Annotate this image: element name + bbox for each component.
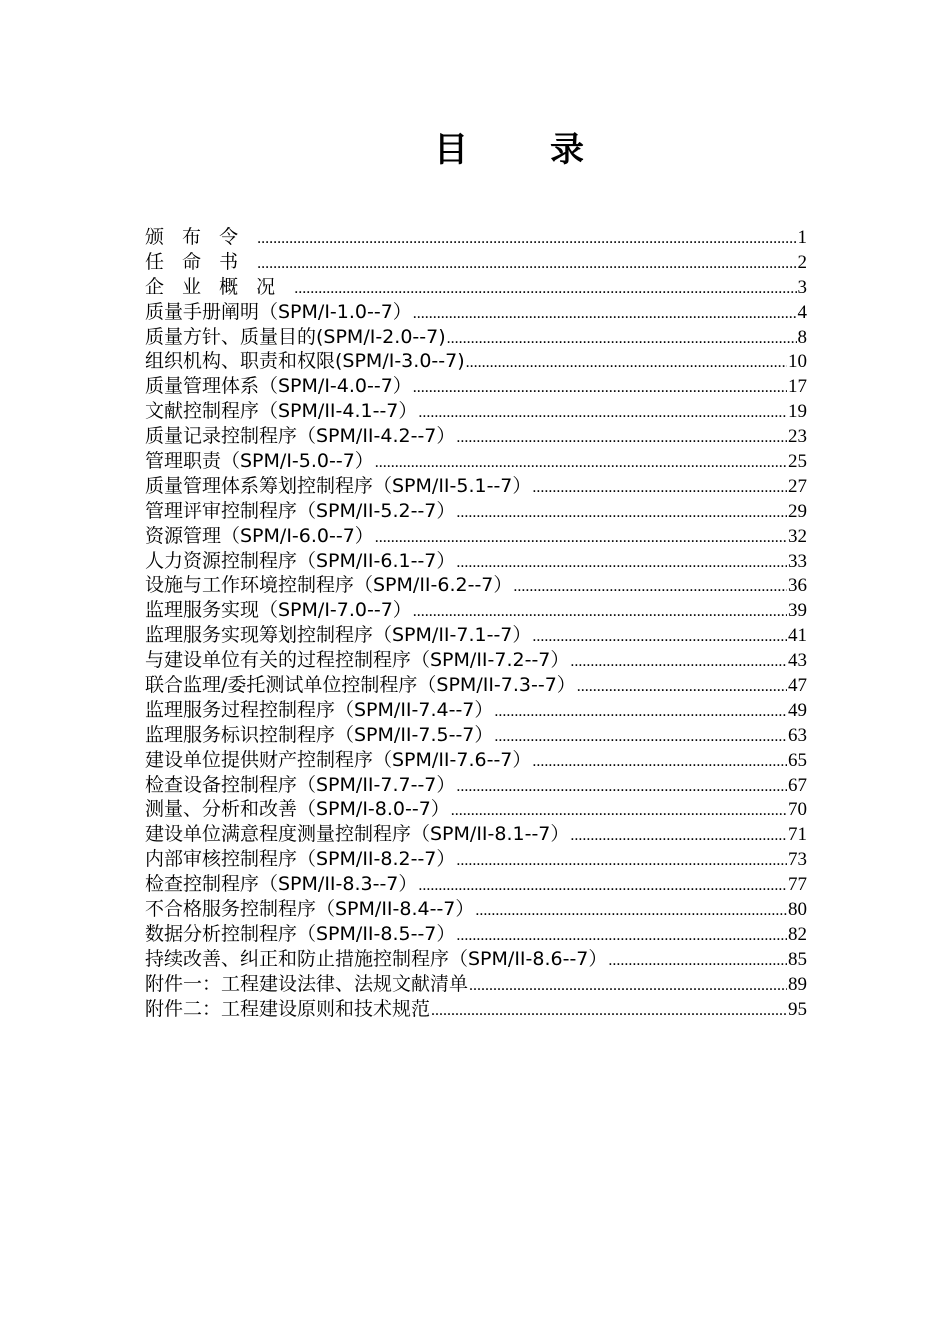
toc-dot-leader (466, 351, 787, 376)
toc-entry-page-number: 77 (788, 874, 807, 896)
toc-entry-label: 持续改善、纠正和防止措施控制程序（SPM/II-8.6--7） (145, 947, 608, 970)
toc-dot-leader (294, 277, 796, 302)
toc-entry[interactable] (145, 748, 807, 773)
toc-entry[interactable] (145, 449, 807, 474)
toc-entry-label: 人力资源控制程序（SPM/II-6.1--7） (145, 549, 456, 572)
toc-entry-page-number: 85 (788, 948, 807, 970)
toc-entry-page-number: 82 (788, 923, 807, 945)
toc-entry-label: 管理评审控制程序（SPM/II-5.2--7） (145, 499, 456, 522)
toc-entry-page-number: 29 (788, 500, 807, 522)
toc-entry[interactable] (145, 499, 807, 524)
toc-dot-leader (469, 974, 787, 999)
toc-entry-label: 监理服务实现筹划控制程序（SPM/II-7.1--7） (145, 624, 532, 647)
toc-entry-label: 附件一：工程建设法律、法规文献清单 (145, 972, 469, 995)
toc-entry-label: 组织机构、职责和权限(SPM/I-3.0--7) (145, 350, 465, 373)
toc-entry[interactable] (145, 797, 807, 822)
toc-entry-label: 企业概况 (145, 275, 294, 298)
toc-dot-leader (451, 799, 787, 824)
toc-entry[interactable] (145, 773, 807, 798)
toc-dot-leader (608, 949, 787, 974)
toc-entry-label: 建设单位提供财产控制程序（SPM/II-7.6--7） (145, 748, 532, 771)
toc-entry-label: 设施与工作环境控制程序（SPM/II-6.2--7） (145, 574, 513, 597)
toc-entry[interactable] (145, 822, 807, 847)
toc-entry[interactable] (145, 673, 807, 698)
toc-dot-leader (418, 401, 787, 426)
toc-dot-leader (456, 849, 787, 874)
toc-dot-leader (413, 376, 787, 401)
toc-entry-page-number: 36 (788, 575, 807, 597)
toc-dot-leader (494, 725, 787, 750)
toc-dot-leader (375, 526, 787, 551)
toc-entry[interactable] (145, 524, 807, 549)
toc-entry-label: 监理服务实现（SPM/I-7.0--7） (145, 599, 412, 622)
toc-entry[interactable] (145, 648, 807, 673)
toc-entry-page-number: 33 (788, 550, 807, 572)
toc-entry-page-number: 4 (797, 301, 807, 323)
toc-entry-page-number: 43 (788, 650, 807, 672)
toc-entry-label: 质量手册阐明（SPM/I-1.0--7） (145, 300, 412, 323)
toc-entry-page-number: 25 (788, 451, 807, 473)
toc-entry[interactable] (145, 698, 807, 723)
toc-entry[interactable] (145, 225, 807, 250)
toc-entry-page-number: 17 (788, 376, 807, 398)
toc-entry[interactable] (145, 723, 807, 748)
toc-entry-page-number: 27 (788, 475, 807, 497)
toc-entry-label: 联合监理/委托测试单位控制程序（SPM/II-7.3--7） (145, 674, 576, 697)
toc-entry-page-number: 71 (788, 824, 807, 846)
toc-entry-label: 管理职责（SPM/I-5.0--7） (145, 450, 374, 473)
toc-entry-page-number: 19 (788, 401, 807, 423)
toc-dot-leader (570, 824, 787, 849)
toc-entry[interactable] (145, 250, 807, 275)
toc-entry-page-number: 63 (788, 724, 807, 746)
toc-entry[interactable] (145, 374, 807, 399)
toc-dot-leader (413, 600, 787, 625)
toc-entry-page-number: 73 (788, 849, 807, 871)
toc-entry-page-number: 8 (797, 326, 807, 348)
toc-entry-label: 测量、分析和改善（SPM/I-8.0--7） (145, 798, 450, 821)
toc-entry[interactable] (145, 300, 807, 325)
toc-entry-label: 质量记录控制程序（SPM/II-4.2--7） (145, 425, 456, 448)
toc-entry-page-number: 47 (788, 675, 807, 697)
toc-dot-leader (257, 252, 796, 277)
toc-entry[interactable] (145, 598, 807, 623)
toc-entry[interactable] (145, 847, 807, 872)
toc-dot-leader (375, 451, 787, 476)
toc-entry-page-number: 3 (797, 276, 807, 298)
toc-entry-page-number: 70 (788, 799, 807, 821)
toc-entry-page-number: 10 (788, 351, 807, 373)
toc-entry-label: 不合格服务控制程序（SPM/II-8.4--7） (145, 898, 475, 921)
page-title-left: 目 (434, 130, 468, 170)
toc-entry-page-number: 23 (788, 426, 807, 448)
toc-entry-label: 数据分析控制程序（SPM/II-8.5--7） (145, 922, 456, 945)
toc-dot-leader (456, 924, 787, 949)
toc-entry-label: 检查设备控制程序（SPM/II-7.7--7） (145, 773, 456, 796)
toc-entry-page-number: 67 (788, 774, 807, 796)
toc-entry-label: 质量管理体系筹划控制程序（SPM/II-5.1--7） (145, 474, 532, 497)
toc-dot-leader (532, 750, 787, 775)
toc-entry[interactable] (145, 897, 807, 922)
toc-dot-leader (513, 575, 787, 600)
toc-entry-label: 质量管理体系（SPM/I-4.0--7） (145, 375, 412, 398)
toc-entry[interactable] (145, 549, 807, 574)
toc-entry[interactable] (145, 325, 807, 350)
toc-entry-page-number: 1 (797, 227, 807, 248)
page-title (0, 128, 950, 172)
toc-entry[interactable] (145, 424, 807, 449)
toc-entry[interactable] (145, 399, 807, 424)
toc-dot-leader (431, 999, 787, 1024)
toc-entry-page-number: 39 (788, 600, 807, 622)
toc-entry-page-number: 65 (788, 749, 807, 771)
toc-entry-page-number: 89 (788, 973, 807, 995)
toc-entry-page-number: 80 (788, 899, 807, 921)
toc-entry-label: 建设单位满意程度测量控制程序（SPM/II-8.1--7） (145, 823, 570, 846)
toc-dot-leader (257, 227, 796, 252)
toc-entry-label: 检查控制程序（SPM/II-8.3--7） (145, 873, 418, 896)
toc-entry[interactable] (145, 573, 807, 598)
toc-dot-leader (570, 650, 787, 675)
toc-entry-label: 任命书 (145, 250, 257, 273)
toc-entry-label: 监理服务标识控制程序（SPM/II-7.5--7） (145, 723, 494, 746)
toc-entry-label: 颁布令 (145, 226, 257, 248)
page-title-right: 录 (550, 130, 584, 170)
toc-entry-page-number: 2 (797, 251, 807, 273)
toc-dot-leader (532, 625, 787, 650)
toc-entry[interactable] (145, 349, 807, 374)
toc-dot-leader (447, 327, 797, 352)
toc-entry-label: 文献控制程序（SPM/II-4.1--7） (145, 400, 418, 423)
toc-dot-leader (456, 775, 787, 800)
toc-entry-page-number: 32 (788, 525, 807, 547)
toc-entry[interactable] (145, 947, 807, 972)
toc-entry[interactable] (145, 972, 807, 997)
toc-entry[interactable] (145, 872, 807, 897)
toc-entry-label: 与建设单位有关的过程控制程序（SPM/II-7.2--7） (145, 649, 570, 672)
toc-entry[interactable] (145, 997, 807, 1022)
toc-entry-label: 监理服务过程控制程序（SPM/II-7.4--7） (145, 698, 494, 721)
toc-dot-leader (418, 874, 787, 899)
toc-dot-leader (456, 426, 787, 451)
toc-dot-leader (475, 899, 787, 924)
toc-dot-leader (577, 675, 787, 700)
toc-entry[interactable] (145, 275, 807, 300)
toc-dot-leader (413, 302, 797, 327)
toc-dot-leader (532, 476, 787, 501)
toc-dot-leader (456, 551, 787, 576)
toc-entry-page-number: 95 (788, 998, 807, 1020)
toc-entry-page-number: 41 (788, 625, 807, 647)
toc-entry[interactable] (145, 474, 807, 499)
table-of-contents (145, 225, 807, 1022)
toc-entry-page-number: 49 (788, 699, 807, 721)
toc-entry-label: 资源管理（SPM/I-6.0--7） (145, 524, 374, 547)
toc-entry[interactable] (145, 922, 807, 947)
toc-entry-label: 内部审核控制程序（SPM/II-8.2--7） (145, 848, 456, 871)
toc-entry-label: 质量方针、质量目的(SPM/I-2.0--7) (145, 325, 446, 348)
toc-entry-label: 附件二：工程建设原则和技术规范 (145, 997, 431, 1020)
toc-dot-leader (494, 700, 787, 725)
toc-entry[interactable] (145, 623, 807, 648)
toc-dot-leader (456, 501, 787, 526)
